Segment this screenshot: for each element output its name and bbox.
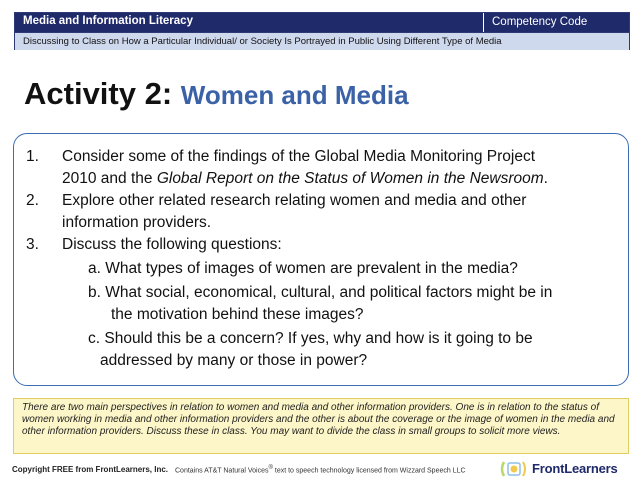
att-notice <box>175 465 466 474</box>
list-item-text <box>62 146 610 190</box>
list-item-line <box>62 168 610 190</box>
list-item-3 <box>14 234 614 256</box>
registered-mark: ® <box>268 465 273 471</box>
slide-footer <box>0 458 640 480</box>
question-a: a. What types of images of women are prevalent in the media? <box>88 260 518 277</box>
list-item-text: Discuss the following questions: <box>62 236 282 253</box>
header-title-bar <box>15 13 629 33</box>
report-title: Global Report on the Status of Women in the Newsroom <box>156 170 544 187</box>
lesson-subtitle: Discussing to Class on How a Particular Individual/ or Society Is Portrayed in Public Using Different Type of Media <box>15 33 629 50</box>
frontlearners-logo <box>498 458 630 480</box>
list-item-line: information providers. <box>62 214 212 231</box>
logo-icon <box>498 458 528 480</box>
list-item-line: Consider some of the findings of the Global Media Monitoring Project <box>62 148 535 165</box>
activity-heading <box>24 76 409 112</box>
course-title: Media and Information Literacy <box>23 15 193 27</box>
att-notice-post: text to speech technology licensed from Wizzard Speech LLC <box>272 467 466 475</box>
list-item-text <box>62 190 610 234</box>
competency-code-label: Competency Code <box>483 13 629 32</box>
question-b-line1: b. What social, economical, cultural, and political factors might be in <box>88 284 553 301</box>
activity-title: Women and Media <box>180 80 409 110</box>
logo-text: FrontLearners <box>532 461 618 476</box>
teacher-note: There are two main perspectives in relation to women and media and other information providers. One is in relation to the status of women working in media and other information providers and the other is about the coverage or the image of women in the media and other information providers. Discuss these in class. You may want to divide the class in small groups to solicit more views. <box>13 398 629 454</box>
list-item-number: 1. <box>26 148 39 165</box>
question-c-line1: c. Should this be a concern? If yes, why and how is it going to be <box>88 330 533 347</box>
list-item-text-pre: 2010 and the <box>62 170 157 187</box>
question-b-line2: the motivation behind these images? <box>111 306 364 323</box>
list-item-1 <box>14 146 614 190</box>
question-c-line2: addressed by many or those in power? <box>100 352 368 369</box>
slide-header <box>14 12 630 50</box>
activity-label: Activity 2: <box>24 76 173 111</box>
att-notice-pre: Contains AT&T Natural Voices <box>175 467 269 475</box>
list-item-number: 3. <box>26 236 39 253</box>
list-item-number: 2. <box>26 192 39 209</box>
list-item-text-post: . <box>543 170 548 187</box>
list-item-2 <box>14 190 614 234</box>
activity-content-box <box>13 133 629 386</box>
copyright-text: Copyright FREE from FrontLearners, Inc. <box>12 465 169 474</box>
list-item-line: Explore other related research relating women and media and other <box>62 192 527 209</box>
